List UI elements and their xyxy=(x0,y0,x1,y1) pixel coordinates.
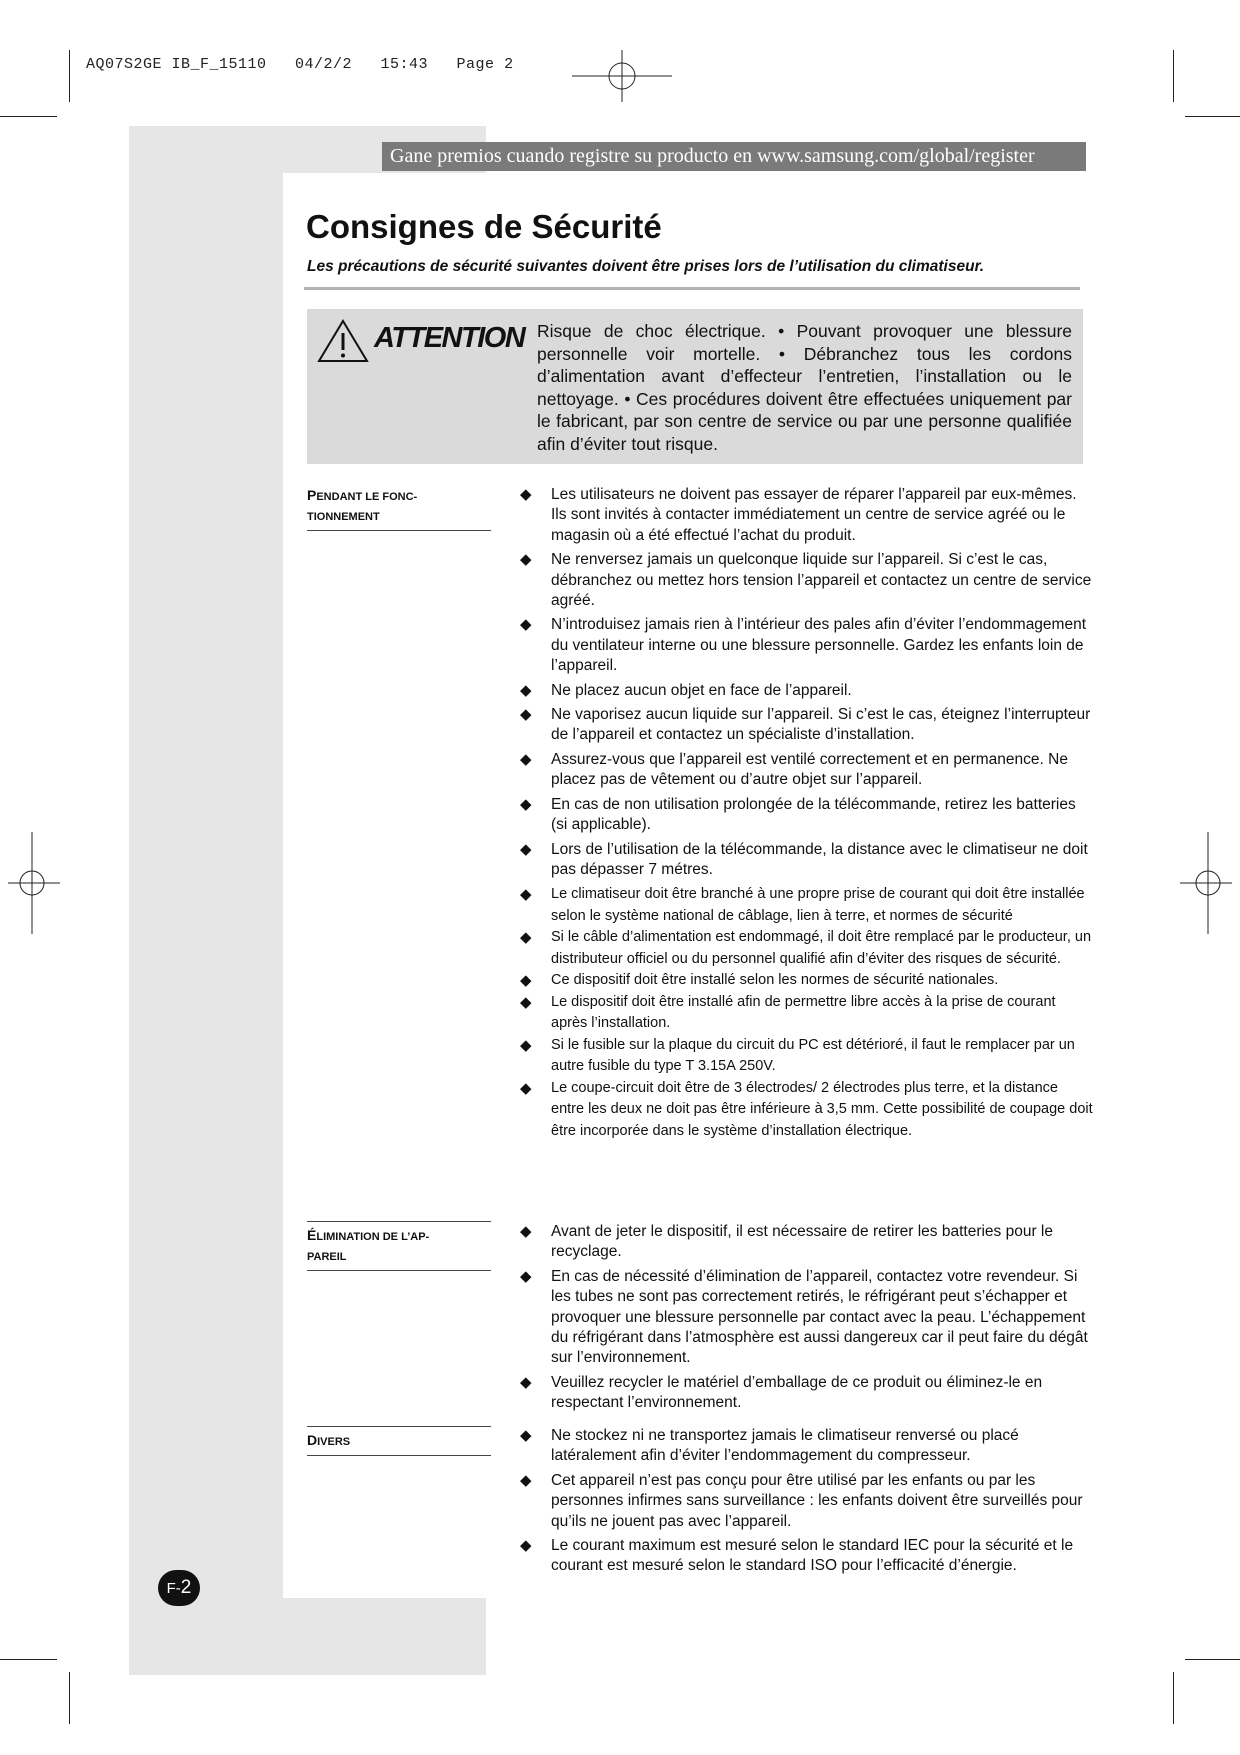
page-number-badge xyxy=(158,1570,200,1606)
crop-mark xyxy=(1173,50,1174,102)
diamond-bullet-icon: ◆ xyxy=(520,1079,532,1097)
crop-mark xyxy=(1173,1672,1174,1724)
misc-items xyxy=(520,1426,1095,1581)
diamond-bullet-icon: ◆ xyxy=(520,795,532,813)
diamond-bullet-icon: ◆ xyxy=(520,1471,532,1489)
list-item xyxy=(520,681,1095,701)
list-item xyxy=(520,1426,1095,1467)
section-label-rest: LIMINATION DE L’AP- xyxy=(316,1231,430,1243)
section-label-operation xyxy=(307,486,491,531)
list-item xyxy=(520,1035,1095,1078)
crop-mark xyxy=(0,1659,57,1660)
list-item xyxy=(520,992,1095,1035)
item-text: Avant de jeter le dispositif, il est nécessaire de retirer les batteries pour le recyclage. xyxy=(551,1223,1053,1261)
diamond-bullet-icon: ◆ xyxy=(520,706,532,724)
list-item xyxy=(520,1536,1095,1577)
registration-mark-icon xyxy=(1180,832,1232,934)
list-item xyxy=(520,970,1095,992)
list-item xyxy=(520,550,1095,611)
list-item xyxy=(520,795,1095,836)
item-text: Ne placez aucun objet en face de l’appareil. xyxy=(551,681,852,699)
item-text: Veuillez recycler le matériel d’emballage de ce produit ou éliminez-le en respectant l’environnement. xyxy=(551,1373,1043,1412)
diamond-bullet-icon: ◆ xyxy=(520,993,532,1011)
item-text: En cas de non utilisation prolongée de la télécommande, retirez les batteries (si applicable). xyxy=(551,795,1076,834)
list-item xyxy=(520,615,1095,676)
list-item xyxy=(520,1267,1095,1369)
diamond-bullet-icon: ◆ xyxy=(520,1223,532,1240)
list-item xyxy=(520,927,1095,970)
diamond-bullet-icon: ◆ xyxy=(520,486,532,503)
item-text: Si le câble d’alimentation est endommagé, il doit être remplacé par le producteur, un distributeur officiel ou du personnel qualifié afin d’éviter des risques de sécurité. xyxy=(551,929,1092,967)
item-text: Le dispositif doit être installé afin de permettre libre accès à la prise de courant après l’installation. xyxy=(551,993,1056,1032)
item-text: Ne renversez jamais un quelconque liquide sur l’appareil. Si c’est le cas, débranchez ou mettez hors tension l’appareil et contactez un centre de service agréé. xyxy=(551,551,1092,610)
section-label-rest: IVERS xyxy=(317,1436,351,1448)
crop-mark xyxy=(0,116,57,117)
item-text: Cet appareil n’est pas conçu pour être utilisé par les enfants ou par les personnes infirmes sans surveillance : les enfants doivent être surveillés pour qu’ils ne jouent pas avec l’appareil. xyxy=(551,1471,1083,1530)
section-label-cap: P xyxy=(307,487,317,503)
list-item xyxy=(520,750,1095,791)
item-text: Ce dispositif doit être installé selon les normes de sécurité nationales. xyxy=(551,972,999,989)
diamond-bullet-icon: ◆ xyxy=(520,840,532,858)
item-text: Le climatiseur doit être branché à une propre prise de courant qui doit être installée selon le système national de câblage, lien à terre, et normes de sécurité xyxy=(551,886,1085,924)
list-item xyxy=(520,1471,1095,1532)
diamond-bullet-icon: ◆ xyxy=(520,1267,532,1285)
list-item xyxy=(520,485,1095,546)
diamond-bullet-icon: ◆ xyxy=(520,1427,532,1444)
item-text: Lors de l’utilisation de la télécommande, la distance avec le climatiseur ne doit pas dépasser 7 métres. xyxy=(551,840,1088,878)
list-item xyxy=(520,705,1095,746)
section-label-rest: ENDANT LE FONC- xyxy=(316,491,418,503)
crop-mark xyxy=(69,1672,70,1724)
section-label-misc xyxy=(307,1426,491,1456)
attention-label: ATTENTION xyxy=(374,322,525,354)
section-label-line2: PAREIL xyxy=(307,1251,347,1263)
list-item xyxy=(520,840,1095,881)
diamond-bullet-icon: ◆ xyxy=(520,681,532,699)
diamond-bullet-icon: ◆ xyxy=(520,1537,532,1555)
item-text: Assurez-vous que l’appareil est ventilé correctement et en permanence. Ne placez pas de vêtement ou d’autre objet sur l’appareil. xyxy=(551,750,1068,789)
section-label-disposal xyxy=(307,1221,491,1271)
item-text: En cas de nécessité d’élimination de l’appareil, contactez votre revendeur. Si les tubes ne sont pas correctement retirés, le réfrigérant peut s’échapper et provoquer une blessure personnelle par contact avec la peau. L’échappement du réfrigérant dans l’atmosphère est aussi dangereux car il peut faire du dégât sur l’environnement. xyxy=(551,1267,1088,1367)
diamond-bullet-icon: ◆ xyxy=(520,616,532,634)
register-banner: Gane premios cuando registre su producto en www.samsung.com/global/register xyxy=(382,142,1086,171)
print-header: AQ07S2GE IB_F_15110 04/2/2 15:43 Page 2 xyxy=(86,56,514,73)
item-text: N’introduisez jamais rien à l’intérieur des pales afin d’éviter l’endommagement du ventilateur interne ou une blessure personnelle. Gardez les enfants loin de l’appareil. xyxy=(551,616,1087,675)
diamond-bullet-icon: ◆ xyxy=(520,972,532,990)
list-item xyxy=(520,1222,1095,1263)
item-text: Le courant maximum est mesuré selon le standard IEC pour la sécurité et le courant est mesuré selon le standard ISO pour l’efficacité d’énergie. xyxy=(551,1537,1074,1575)
list-item xyxy=(520,1373,1095,1414)
list-item xyxy=(520,884,1095,927)
crop-mark xyxy=(1185,1659,1240,1660)
list-item xyxy=(520,1078,1095,1143)
registration-mark-icon xyxy=(8,832,60,934)
crop-mark xyxy=(69,50,70,102)
title-divider xyxy=(304,287,1080,290)
item-text: Les utilisateurs ne doivent pas essayer de réparer l’appareil par eux-mêmes. Ils sont invités à contacter immédiatement un centre de service agréé ou le magasin où a été effectué l’achat du produit. xyxy=(551,486,1077,544)
registration-mark-icon xyxy=(572,50,672,102)
diamond-bullet-icon: ◆ xyxy=(520,1373,532,1391)
attention-text: Risque de choc électrique. • Pouvant provoquer une blessure personnelle voir mortelle. • Débranchez tous les cordons d’alimentation avant d’effecteur l’entretien, l’installation ou le nettoyage. • Ces procédures doivent être effectuées uniquement par le fabricant, par son centre de service ou par une personne qualifiée afin d’éviter tout risque. xyxy=(537,321,1072,454)
item-text: Si le fusible sur la plaque du circuit du PC est détérioré, il faut le remplacer par un autre fusible du type T 3.15A 250V. xyxy=(551,1036,1075,1075)
item-text: Ne vaporisez aucun liquide sur l’appareil. Si c’est le cas, éteignez l’interrupteur de l’appareil et contactez un spécialiste d’installation. xyxy=(551,706,1091,744)
disposal-items xyxy=(520,1222,1095,1418)
section-label-cap: D xyxy=(307,1432,318,1448)
warning-triangle-icon xyxy=(316,318,370,364)
page-number: 2 xyxy=(180,1577,192,1598)
diamond-bullet-icon: ◆ xyxy=(520,1036,532,1054)
diamond-bullet-icon: ◆ xyxy=(520,929,532,947)
operation-items xyxy=(520,485,1095,1142)
diamond-bullet-icon: ◆ xyxy=(520,750,532,768)
page-subtitle: Les précautions de sécurité suivantes doivent être prises lors de l’utilisation du climatiseur. xyxy=(307,258,985,275)
page-number-prefix: F- xyxy=(166,1580,181,1597)
section-label-line2: TIONNEMENT xyxy=(307,511,380,523)
item-text: Ne stockez ni ne transportez jamais le climatiseur renversé ou placé latéralement afin d’éviter l’endommagement du compresseur. xyxy=(551,1427,1019,1465)
diamond-bullet-icon: ◆ xyxy=(520,886,532,904)
section-label-cap: É xyxy=(307,1227,317,1243)
diamond-bullet-icon: ◆ xyxy=(520,551,532,569)
item-text: Le coupe-circuit doit être de 3 électrodes/ 2 électrodes plus terre, et la distance entre les deux ne doit pas être inférieure à 3,5 mm. Cette possibilité de coupage doit être incorporée dans le système d’installation électrique. xyxy=(551,1079,1093,1139)
page-title: Consignes de Sécurité xyxy=(306,208,662,245)
crop-mark xyxy=(1185,116,1240,117)
